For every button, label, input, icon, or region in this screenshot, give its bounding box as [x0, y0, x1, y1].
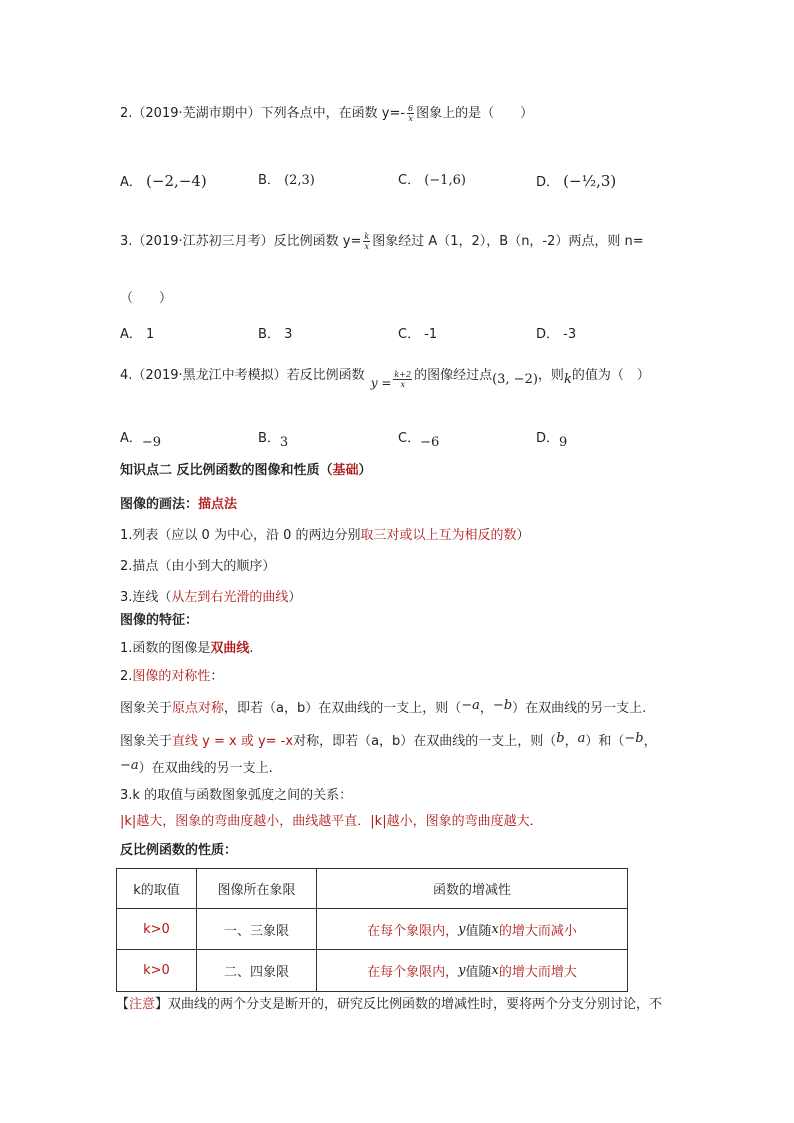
table-row-1-quadrant: 一、三象限 [197, 909, 317, 950]
section-title: 知识点二 反比例函数的图像和性质（基础） [120, 463, 372, 478]
table-row-1-k: k>0 [117, 909, 197, 950]
symmetry-origin: 图象关于原点对称，即若（a，b）在双曲线的一支上，则（−a，−b）在双曲线的另一支上. [120, 698, 647, 716]
table-row-2-monotonicity: 在每个象限内， y 值随 x 的增大而增大 [367, 963, 577, 980]
q2-option-b[interactable]: B． (2,3) [258, 173, 315, 188]
q3-option-d[interactable]: D． -3 [536, 327, 577, 342]
feature-3: 3.k 的取值与函数图象弧度之间的关系： [120, 788, 353, 803]
q4-option-a[interactable]: A．−9 [120, 431, 162, 450]
feature-label: 图像的特征： [120, 613, 199, 628]
q2-option-c[interactable]: C． (−1,6) [398, 173, 466, 188]
q4-option-c[interactable]: C．−6 [398, 431, 440, 450]
q2-option-a[interactable]: A． (−2,−4) [120, 172, 207, 190]
note-line: 【注意】双曲线的两个分支是断开的，研究反比例函数的增减性时，要将两个分支分别讨论，不 [116, 997, 663, 1012]
symmetry-lines-cont: −a）在双曲线的另一支上. [120, 758, 273, 776]
properties-table [116, 868, 628, 992]
q2-option-d[interactable]: D． (−½,3) [536, 172, 617, 190]
q3-fraction: $\frac{k}{x}$ [364, 232, 370, 251]
question-3-stem: 3.（2019·江苏初三月考）反比例函数 y= $\frac{k}{x}$ 图象经过 A（1，2），B（n，-2）两点，则 n= [120, 232, 644, 251]
step-1: 1.列表（应以 0 为中心，沿 0 的两边分别取三对或以上互为相反的数） [120, 528, 530, 543]
table-row-2-k: k>0 [117, 950, 197, 991]
question-4-stem: 4.（2019·黑龙江中考模拟）若反比例函数 y = $\frac{k+2}{x}$ 的图像经过点(3, −2)，则k的值为（ ） [120, 368, 650, 390]
q2-fraction: $\frac{6}{x}$ [408, 104, 414, 123]
table-header-quadrant: 图像所在象限 [197, 869, 317, 909]
q3-option-b[interactable]: B． 3 [258, 327, 293, 342]
step-3: 3.连线（从左到右光滑的曲线） [120, 590, 302, 605]
symmetry-lines: 图象关于直线 y = x 或 y= -x对称，即若（a，b）在双曲线的一支上，则（b，a）和（−b， [120, 731, 657, 749]
q2-stem-text: 2.（2019·芜湖市期中）下列各点中，在函数 y=- [120, 106, 406, 121]
table-row-2-quadrant: 二、四象限 [197, 950, 317, 991]
table-header-monotonicity: 函数的增减性 [317, 869, 627, 909]
question-2-stem: 2.（2019·芜湖市期中）下列各点中，在函数 y=- $\frac{6}{x}$ 图象上的是（ ） [120, 104, 534, 123]
properties-label: 反比例函数的性质： [120, 843, 238, 858]
q3-answer-blank: （ ） [120, 291, 173, 306]
q3-option-a[interactable]: A． 1 [120, 327, 155, 342]
feature-3-detail: |k|越大，图象的弯曲度越小，曲线越平直．|k|越小，图象的弯曲度越大． [120, 814, 543, 829]
feature-2: 2.图像的对称性： [120, 669, 224, 684]
q4-fraction: $\frac{k+2}{x}$ [394, 370, 412, 389]
q4-option-d[interactable]: D．9 [536, 431, 568, 450]
feature-1: 1.函数的图像是双曲线. [120, 641, 254, 656]
step-2: 2.描点（由小到大的顺序） [120, 559, 276, 574]
table-row-1-monotonicity: 在每个象限内， y 值随 x 的增大而减小 [317, 909, 627, 950]
table-header-k: k的取值 [117, 869, 197, 909]
drawing-method-line: 图像的画法：描点法 [120, 497, 238, 512]
q3-option-c[interactable]: C． -1 [398, 327, 438, 342]
q4-option-b[interactable]: B．3 [258, 431, 289, 450]
